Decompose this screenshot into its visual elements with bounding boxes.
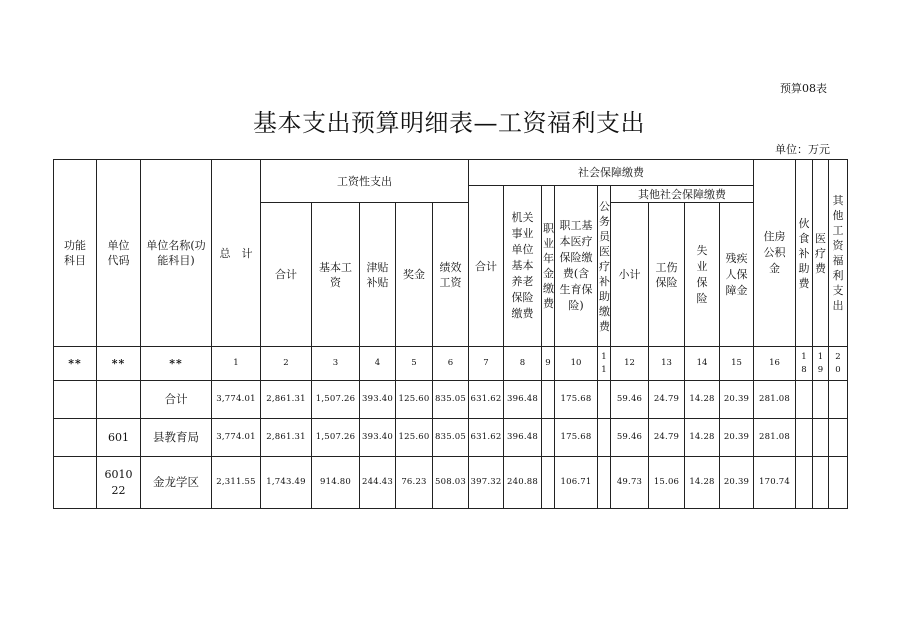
value-cell: 393.40: [362, 432, 393, 442]
value-cell: 59.46: [616, 432, 643, 442]
value-cell: [542, 419, 554, 456]
header-medical: 职工基本医疗保险缴费(含生育保险): [559, 219, 593, 312]
index-cell: 9: [545, 358, 551, 368]
value-cell: 20.39: [723, 432, 750, 442]
index-cell: 5: [411, 358, 417, 368]
unit-code-cell: 601: [108, 430, 129, 444]
value-cell: 14.28: [689, 394, 715, 404]
value-cell: 240.88: [507, 477, 538, 487]
value-cell: 914.80: [320, 477, 351, 487]
unit-label: 单位：万元: [775, 143, 830, 156]
unit-name-cell: 合计: [164, 392, 188, 406]
header-meal: 伙食补助费: [798, 216, 810, 290]
index-cell: 19: [817, 351, 824, 375]
header-civil-medical: 公务员医疗补助缴费: [599, 199, 610, 333]
value-cell: 2,861.31: [266, 432, 306, 442]
value-cell: [542, 381, 554, 418]
header-func-subject: 功能科目: [64, 239, 86, 267]
index-cell: 12: [624, 358, 635, 368]
value-cell: [598, 381, 610, 418]
value-cell: [829, 381, 847, 418]
unit-name-cell: 县教育局: [153, 430, 199, 444]
index-cell: 20: [835, 351, 841, 375]
unit-code-cell: [97, 381, 140, 418]
index-cell: 7: [483, 358, 489, 368]
value-cell: 631.62: [470, 394, 502, 404]
value-cell: 2,311.55: [216, 477, 256, 487]
header-med-fee: 医疗费: [815, 231, 826, 275]
index-cell: 4: [374, 358, 381, 368]
index-cell: 11: [601, 351, 607, 375]
header-unemployment: 失业保险: [696, 243, 708, 305]
value-cell: 14.28: [689, 432, 715, 442]
index-cell: 14: [696, 358, 708, 368]
index-cell: 10: [570, 358, 582, 368]
header-unit-name: 单位名称(功能科目): [146, 239, 206, 267]
header-social-subtotal: 合计: [475, 259, 497, 273]
header-total: 总 计: [219, 246, 253, 260]
value-cell: 396.48: [507, 394, 538, 404]
index-cell: **: [111, 357, 126, 370]
index-cell: 6: [447, 358, 454, 368]
header-bonus: 奖金: [403, 268, 425, 281]
value-cell: 397.32: [470, 477, 502, 487]
index-cell: 18: [801, 351, 807, 375]
unit-name-cell: 金龙学区: [153, 475, 199, 489]
header-housing: 住房公积金: [763, 230, 786, 275]
header-injury: 工伤保险: [655, 260, 678, 289]
value-cell: 170.74: [759, 477, 790, 487]
value-cell: [598, 457, 610, 508]
value-cell: 3,774.01: [216, 432, 256, 442]
header-wage-group: 工资性支出: [337, 174, 392, 188]
header-social-group: 社会保障缴费: [578, 166, 644, 179]
header-other-social-group: 其他社会保障缴费: [638, 187, 726, 201]
value-cell: [796, 381, 812, 418]
value-cell: 125.60: [398, 432, 430, 442]
header-performance: 绩效工资: [439, 260, 462, 289]
index-cell: **: [68, 357, 82, 370]
header-disability: 残疾人保障金: [725, 251, 748, 297]
index-cell: **: [169, 357, 183, 370]
value-cell: 1,507.26: [315, 432, 356, 442]
value-cell: [813, 419, 828, 456]
value-cell: [829, 419, 847, 456]
value-cell: [813, 457, 828, 508]
index-cell: 13: [661, 358, 672, 368]
value-cell: 508.03: [435, 477, 466, 487]
header-allowance: 津贴补贴: [366, 260, 389, 289]
value-cell: [796, 419, 812, 456]
value-cell: 14.28: [689, 477, 715, 487]
value-cell: 49.73: [616, 477, 643, 487]
header-wage-subtotal: 合计: [275, 268, 297, 281]
value-cell: 76.23: [401, 477, 427, 487]
index-cell: 1: [233, 358, 239, 368]
header-other-welfare: 其他工资福利支出: [832, 194, 844, 312]
value-cell: 15.06: [653, 477, 680, 487]
value-cell: 24.79: [653, 432, 680, 442]
value-cell: [598, 419, 610, 456]
index-cell: 8: [519, 358, 526, 368]
index-cell: 15: [731, 358, 742, 368]
index-cell: 16: [769, 358, 780, 368]
header-unit-code: 单位代码: [107, 239, 130, 267]
value-cell: 175.68: [560, 432, 592, 442]
value-cell: 175.68: [560, 394, 592, 404]
value-cell: 106.71: [560, 477, 592, 487]
value-cell: [542, 457, 554, 508]
value-cell: 20.39: [723, 394, 750, 404]
value-cell: 1,743.49: [266, 477, 306, 487]
value-cell: 281.08: [759, 432, 790, 442]
value-cell: 835.05: [435, 432, 466, 442]
unit-code-cell: 601022: [104, 467, 133, 497]
value-cell: 20.39: [723, 477, 750, 487]
value-cell: 125.60: [398, 394, 430, 404]
value-cell: 24.79: [653, 394, 680, 404]
value-cell: 393.40: [362, 394, 393, 404]
value-cell: [813, 381, 828, 418]
header-annuity: 职业年金缴费: [543, 222, 554, 310]
value-cell: 396.48: [507, 432, 538, 442]
page-title: 基本支出预算明细表—工资福利支出: [253, 109, 645, 137]
header-pension: 机关事业单位基本养老保险缴费: [511, 211, 534, 320]
form-number: 预算08表: [780, 82, 827, 95]
value-cell: 244.43: [362, 477, 393, 487]
value-cell: 281.08: [759, 394, 790, 404]
value-cell: [796, 457, 812, 508]
header-base-wage: 基本工资: [319, 260, 352, 289]
value-cell: 2,861.31: [266, 394, 306, 404]
index-cell: 2: [283, 358, 289, 368]
value-cell: 1,507.26: [315, 394, 356, 404]
value-cell: 3,774.01: [216, 394, 256, 404]
value-cell: 631.62: [470, 432, 502, 442]
value-cell: [829, 457, 847, 508]
value-cell: 835.05: [435, 394, 466, 404]
header-other-subtotal: 小计: [618, 268, 641, 281]
value-cell: 59.46: [616, 394, 643, 404]
index-cell: 3: [332, 358, 339, 368]
